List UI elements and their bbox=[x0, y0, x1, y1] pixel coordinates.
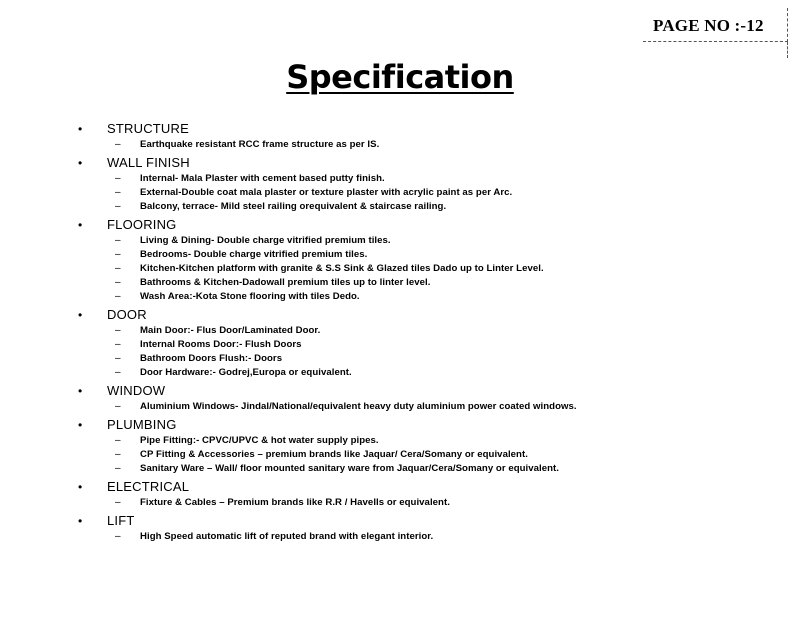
spec-item-text: Balcony, terrace- Mild steel railing orequivalent & staircase railing. bbox=[140, 201, 447, 212]
spec-item bbox=[0, 277, 800, 291]
section-heading: DOOR bbox=[107, 307, 147, 322]
dash-icon: – bbox=[115, 463, 121, 474]
specification-list bbox=[0, 121, 800, 547]
section-heading-row bbox=[0, 383, 800, 401]
section-heading: ELECTRICAL bbox=[107, 479, 190, 494]
section-heading: FLOORING bbox=[107, 217, 177, 232]
dash-icon: – bbox=[115, 449, 121, 460]
page-title: Specification bbox=[286, 58, 514, 96]
spec-item bbox=[0, 249, 800, 263]
spec-item-text: Bathroom Doors Flush:- Doors bbox=[140, 353, 283, 364]
spec-item bbox=[0, 531, 800, 545]
bullet-icon: • bbox=[78, 122, 83, 136]
section-heading-row bbox=[0, 121, 800, 139]
bullet-icon: • bbox=[78, 156, 83, 170]
spec-section bbox=[0, 383, 800, 417]
spec-item bbox=[0, 325, 800, 339]
bullet-icon: • bbox=[78, 384, 83, 398]
spec-item-text: Kitchen-Kitchen platform with granite & S.S Sink & Glazed tiles Dado up to Linter Level. bbox=[140, 263, 544, 274]
spec-item bbox=[0, 463, 800, 477]
section-heading: LIFT bbox=[107, 513, 135, 528]
dash-icon: – bbox=[115, 353, 121, 364]
bullet-icon: • bbox=[78, 480, 83, 494]
section-heading-row bbox=[0, 217, 800, 235]
spec-item-text: CP Fitting & Accessories – premium brands like Jaquar/ Cera/Somany or equivalent. bbox=[140, 449, 528, 460]
section-heading-row bbox=[0, 417, 800, 435]
section-heading-row bbox=[0, 479, 800, 497]
spec-item-text: Bedrooms- Double charge vitrified premium tiles. bbox=[140, 249, 368, 260]
bullet-icon: • bbox=[78, 308, 83, 322]
section-heading-row bbox=[0, 513, 800, 531]
spec-section bbox=[0, 121, 800, 155]
spec-item bbox=[0, 401, 800, 415]
spec-section bbox=[0, 479, 800, 513]
dash-icon: – bbox=[115, 531, 121, 542]
spec-item bbox=[0, 139, 800, 153]
dash-icon: – bbox=[115, 173, 121, 184]
spec-item bbox=[0, 201, 800, 215]
page-number: PAGE NO :-12 bbox=[653, 16, 764, 35]
spec-item bbox=[0, 187, 800, 201]
page-number-box bbox=[643, 8, 788, 42]
dash-icon: – bbox=[115, 325, 121, 336]
section-heading: PLUMBING bbox=[107, 417, 177, 432]
dash-icon: – bbox=[115, 291, 121, 302]
spec-item-text: Fixture & Cables – Premium brands like R.R / Havells or equivalent. bbox=[140, 497, 450, 508]
spec-item-text: Sanitary Ware – Wall/ floor mounted sanitary ware from Jaquar/Cera/Somany or equivalent. bbox=[140, 463, 560, 474]
dash-icon: – bbox=[115, 435, 121, 446]
spec-item-text: Internal- Mala Plaster with cement based putty finish. bbox=[140, 173, 385, 184]
dash-icon: – bbox=[115, 401, 121, 412]
section-heading-row bbox=[0, 307, 800, 325]
spec-item-text: Wash Area:-Kota Stone flooring with tiles Dedo. bbox=[140, 291, 360, 302]
spec-item-text: Main Door:- Flus Door/Laminated Door. bbox=[140, 325, 321, 336]
dash-icon: – bbox=[115, 277, 121, 288]
spec-item bbox=[0, 449, 800, 463]
section-spacer bbox=[0, 545, 800, 547]
bullet-icon: • bbox=[78, 418, 83, 432]
spec-section bbox=[0, 155, 800, 217]
spec-item-text: Aluminium Windows- Jindal/National/equivalent heavy duty aluminium power coated windows. bbox=[140, 401, 577, 412]
spec-item-text: Earthquake resistant RCC frame structure as per IS. bbox=[140, 139, 380, 150]
spec-item bbox=[0, 435, 800, 449]
spec-item bbox=[0, 353, 800, 367]
spec-item bbox=[0, 497, 800, 511]
spec-section bbox=[0, 217, 800, 307]
bullet-icon: • bbox=[78, 218, 83, 232]
dash-icon: – bbox=[115, 139, 121, 150]
spec-item bbox=[0, 235, 800, 249]
dash-icon: – bbox=[115, 497, 121, 508]
spec-item bbox=[0, 339, 800, 353]
section-heading-row bbox=[0, 155, 800, 173]
section-heading: WINDOW bbox=[107, 383, 166, 398]
spec-item-text: Bathrooms & Kitchen-Dadowall premium tiles up to linter level. bbox=[140, 277, 431, 288]
section-heading: WALL FINISH bbox=[107, 155, 190, 170]
spec-section bbox=[0, 513, 800, 547]
dash-icon: – bbox=[115, 235, 121, 246]
spec-item-text: Door Hardware:- Godrej,Europa or equivalent. bbox=[140, 367, 352, 378]
spec-item bbox=[0, 173, 800, 187]
dash-icon: – bbox=[115, 263, 121, 274]
dash-icon: – bbox=[115, 201, 121, 212]
spec-item-text: High Speed automatic lift of reputed brand with elegant interior. bbox=[140, 531, 434, 542]
spec-item bbox=[0, 367, 800, 381]
dash-icon: – bbox=[115, 249, 121, 260]
dash-icon: – bbox=[115, 187, 121, 198]
spec-item-text: Internal Rooms Door:- Flush Doors bbox=[140, 339, 302, 350]
page-number-border bbox=[787, 42, 788, 58]
dash-icon: – bbox=[115, 339, 121, 350]
dash-icon: – bbox=[115, 367, 121, 378]
spec-item-text: External-Double coat mala plaster or texture plaster with acrylic paint as per Arc. bbox=[140, 187, 513, 198]
bullet-icon: • bbox=[78, 514, 83, 528]
spec-item bbox=[0, 291, 800, 305]
spec-item bbox=[0, 263, 800, 277]
section-heading: STRUCTURE bbox=[107, 121, 189, 136]
spec-item-text: Living & Dining- Double charge vitrified premium tiles. bbox=[140, 235, 391, 246]
spec-section bbox=[0, 307, 800, 383]
spec-section bbox=[0, 417, 800, 479]
spec-item-text: Pipe Fitting:- CPVC/UPVC & hot water supply pipes. bbox=[140, 435, 379, 446]
